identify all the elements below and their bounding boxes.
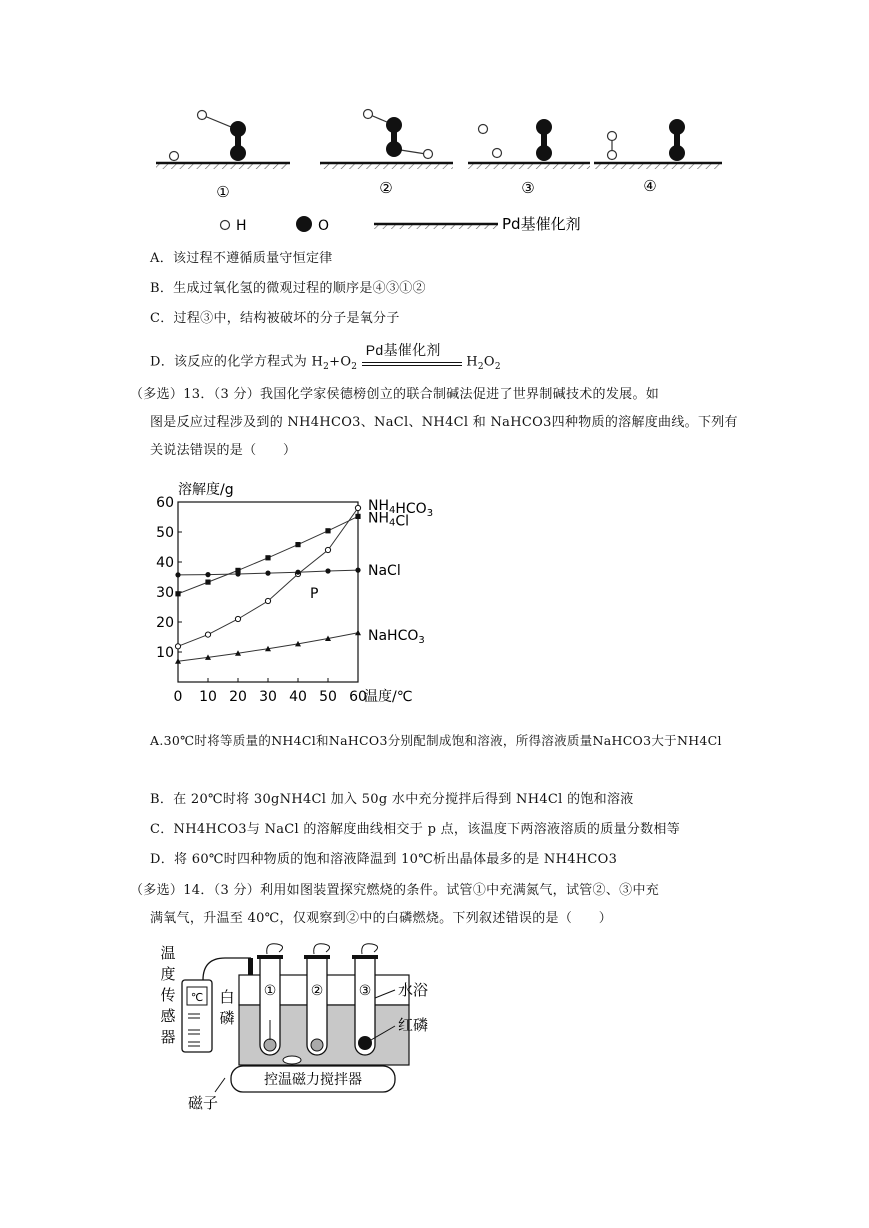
series-line-NH4Cl xyxy=(178,516,358,593)
catalysis-process-figure xyxy=(150,105,730,235)
white-phosphorus-label: 白磷 xyxy=(219,988,235,1027)
legend-catalyst-label: Pd基催化剂 xyxy=(502,215,581,233)
oxygen-atom-icon xyxy=(296,216,312,232)
point-NH4HCO3 xyxy=(355,505,360,510)
x-tick-label: 50 xyxy=(319,689,337,705)
q13-option-b: B．在 20℃时将 30gNH4Cl 加入 50g 水中充分搅拌后得到 NH4Cl 的饱和溶液 xyxy=(150,792,634,807)
point-p-label: P xyxy=(310,586,319,602)
legend-h-label: H xyxy=(236,218,247,234)
point-NaCl xyxy=(265,571,270,576)
y-tick-label: 60 xyxy=(156,495,174,511)
x-tick-label: 40 xyxy=(289,689,307,705)
y-tick-label: 10 xyxy=(156,645,174,661)
point-NaCl xyxy=(325,568,330,573)
q14-stem-line2: 满氧气，升温至 40℃，仅观察到②中的白磷燃烧。下列叙述错误的是（ ） xyxy=(150,911,613,926)
series-label-NaHCO3: NaHCO$_3$ xyxy=(368,627,425,646)
magnet-label: 磁子 xyxy=(187,1094,219,1112)
series-label-NaCl: NaCl xyxy=(368,563,401,580)
q13-option-d: D．将 60℃时四种物质的饱和溶液降温到 10℃析出晶体最多的是 NH4HCO3 xyxy=(150,852,618,867)
y-tick-label: 20 xyxy=(156,615,174,631)
legend-o-label: O xyxy=(318,218,330,234)
tube-label-3: ③ xyxy=(358,983,372,999)
point-NH4Cl xyxy=(265,555,270,560)
combustion-apparatus-figure xyxy=(155,940,455,1115)
x-tick-label: 10 xyxy=(199,689,217,705)
point-NH4Cl xyxy=(175,591,180,596)
q13-stem-line2: 图是反应过程涉及到的 NH4HCO3、NaCl、NH4Cl 和 NaHCO3四种物质的溶解度曲线。下列有 xyxy=(150,415,738,430)
tube-label-1: ① xyxy=(263,983,277,999)
point-NH4Cl xyxy=(295,542,300,547)
water-bath-label: 水浴 xyxy=(398,981,429,999)
reaction-condition: Pd基催化剂 xyxy=(365,342,441,358)
q13-stem-line3: 关说法错误的是（ ） xyxy=(150,443,297,458)
q14-stem-line1: （多选）14．（3 分）利用如图装置探究燃烧的条件。试管①中充满氮气，试管②、③中充 xyxy=(130,883,660,898)
point-NH4Cl xyxy=(205,580,210,585)
q12-option-a: A．该过程不遵循质量守恒定律 xyxy=(150,251,333,266)
point-NH4Cl xyxy=(355,514,360,519)
solubility-chart xyxy=(156,477,460,717)
point-NaHCO3 xyxy=(355,630,361,636)
point-NaCl xyxy=(295,570,300,575)
point-NH4Cl xyxy=(325,528,330,533)
point-NH4HCO3 xyxy=(205,632,210,637)
q13-option-a: A.30℃时将等质量的NH4Cl和NaHCO3分别配制成饱和溶液，所得溶液质量NaHCO3大于NH4Cl xyxy=(150,733,722,748)
step-label-3: ③ xyxy=(521,179,535,197)
step-label-1: ① xyxy=(216,183,230,201)
series-line-NH4HCO3 xyxy=(178,508,358,646)
surface-step-3 xyxy=(468,119,590,169)
hydrogen-atom-icon xyxy=(221,221,230,230)
thermo-unit-label: ℃ xyxy=(190,991,204,1004)
step-label-4: ④ xyxy=(643,177,657,195)
y-axis-label: 溶解度/g xyxy=(178,482,234,498)
q12-option-d: D．该反应的化学方程式为 $H_2+O_2$ Pd基催化剂 $H_2O_2$ xyxy=(150,342,501,373)
surface-step-1 xyxy=(156,111,290,170)
point-NH4HCO3 xyxy=(175,644,180,649)
sensor-label: 温度传感器 xyxy=(160,944,176,1046)
magnet-bar xyxy=(283,1056,301,1064)
point-NaCl xyxy=(205,572,210,577)
point-NaCl xyxy=(175,572,180,577)
series-label-NH4Cl: $NH_4Cl$ xyxy=(368,510,410,530)
step-label-2: ② xyxy=(379,179,393,197)
surface-step-2 xyxy=(320,110,453,170)
q12-option-b: B．生成过氧化氢的微观过程的顺序是④③①② xyxy=(150,281,426,296)
red-phosphorus-label: 红磷 xyxy=(398,1016,429,1034)
test-tube-2 xyxy=(304,944,330,1055)
point-NH4HCO3 xyxy=(265,598,270,603)
x-tick-label: 30 xyxy=(259,689,277,705)
stirrer-label: 控温磁力搅拌器 xyxy=(264,1072,362,1088)
point-NH4HCO3 xyxy=(235,616,240,621)
x-tick-label: 60 xyxy=(349,689,367,705)
q13-option-c: C．NH4HCO3与 NaCl 的溶解度曲线相交于 p 点，该温度下两溶液溶质的质量分数相等 xyxy=(150,822,681,837)
test-tube-1 xyxy=(257,944,283,1055)
y-tick-label: 40 xyxy=(156,555,174,571)
y-tick-label: 50 xyxy=(156,525,174,541)
q12-option-c: C．过程③中，结构被破坏的分子是氧分子 xyxy=(150,311,400,326)
point-NaCl xyxy=(235,571,240,576)
x-tick-label: 0 xyxy=(173,689,183,705)
q13-stem-line1: （多选）13．（3 分）我国化学家侯德榜创立的联合制碱法促进了世界制碱技术的发展。如 xyxy=(130,387,660,402)
point-NH4HCO3 xyxy=(325,547,330,552)
surface-step-4 xyxy=(594,119,722,169)
temperature-sensor xyxy=(182,980,212,1052)
point-NaCl xyxy=(355,568,360,573)
y-tick-label: 30 xyxy=(156,585,174,601)
tube-label-2: ② xyxy=(310,983,324,999)
x-axis-label: 温度/℃ xyxy=(364,689,413,705)
x-tick-label: 20 xyxy=(229,689,247,705)
series-label-NH4HCO3: $NH_4HCO_3$ xyxy=(368,498,434,519)
